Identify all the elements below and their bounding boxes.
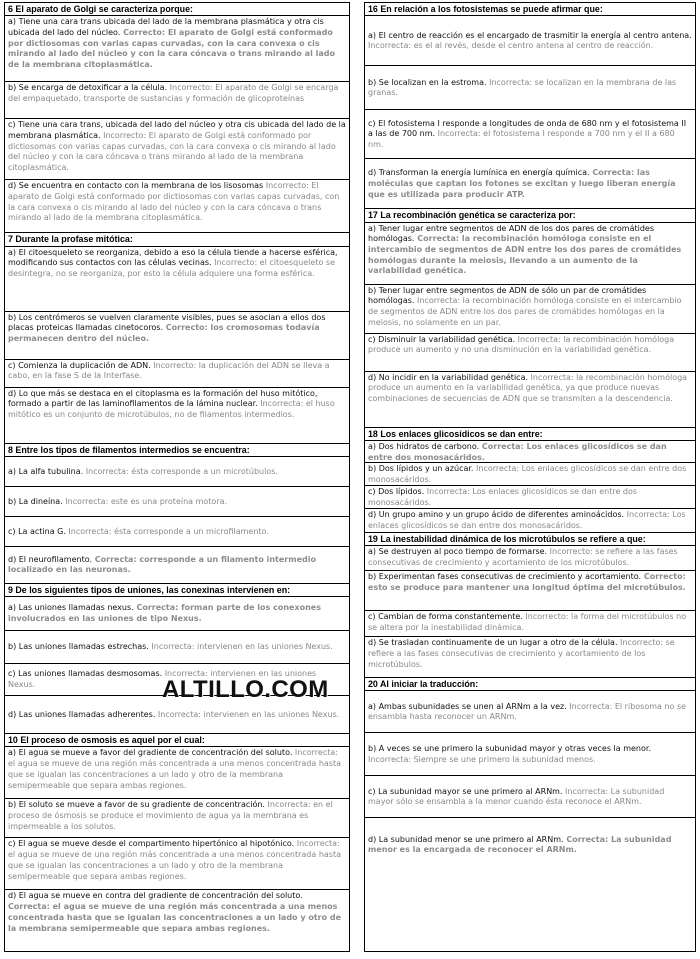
- answer-text: [8, 603, 346, 624]
- answer-text: [368, 572, 692, 593]
- option-statement: c) La actina G.: [8, 526, 66, 536]
- correct-feedback: Correcto: El aparato de Golgi está conformado por dictiosomas con varias capas curvadas, con la cara convexa o cis mirando al lado del núcleo y con la cara cóncava o trans mirando al lado de la membrana citoplasmática.: [8, 28, 335, 70]
- answer-option: [5, 799, 349, 838]
- option-statement: d) Un grupo amino y un grupo ácido de diferentes aminoácidos.: [368, 509, 625, 519]
- correct-feedback: Correcta: el agua se mueve de una región más concentrada a una menos concentrada hasta que se igualan las concentraciones a un lado y otro de la membrana semipermeable que separa ambas regiones.: [8, 902, 342, 933]
- question-title: 17 La recombinación genética se caracteriza por:: [365, 208, 695, 222]
- answer-text: [368, 335, 692, 356]
- incorrect-feedback: Incorrecta: en el proceso de ósmosis se produce el movimiento de agua ya la membrana es impermeable a los solutos.: [8, 800, 333, 831]
- answer-text: [368, 464, 692, 485]
- option-statement: d) El neurofilamento.: [8, 554, 93, 564]
- answer-option: [5, 487, 349, 517]
- altillo-watermark: ALTILLO.COM: [162, 676, 329, 703]
- option-statement: d) No incidir en la variabilidad genética.: [368, 372, 529, 382]
- incorrect-feedback: Incorrecta: ésta corresponde a un microtúbulos.: [83, 466, 278, 476]
- answer-text: [368, 510, 692, 531]
- question-title: 16 En relación a los fotosistemas se puede afirmar que:: [365, 3, 695, 16]
- answer-text: [368, 638, 692, 670]
- incorrect-feedback: Incorrecto: se refiere a las fases consecutivas de crecimiento y acortamiento de los microtúbulos.: [368, 638, 675, 669]
- answer-option: [5, 388, 349, 443]
- answer-option: [365, 66, 695, 110]
- incorrect-feedback: Incorrecto: El aparato de Golgi está conformado por dictiosomas con varias capas curvadas, con la cara convexa o cis mirando al lado del núcleo y con la cara cóncava o trans mirando al lado de la membrana citoplasmática.: [8, 131, 336, 173]
- option-statement: d) Se encuentra en contacto con la membrana de los lisosomas: [8, 181, 264, 191]
- option-statement: a) Ambas subunidades se unen al ARNm a la vez.: [368, 701, 567, 711]
- answer-text: [8, 527, 346, 538]
- option-statement: a) El agua se mueve a favor del gradiente de concentración del soluto.: [8, 748, 293, 758]
- incorrect-feedback: Incorrecto: la forma del microtúbulos no se altera por la inestabilidad dinámica.: [368, 612, 687, 632]
- answer-option: [365, 546, 695, 571]
- option-statement: d) El agua se mueve en contra del gradiente de concentración del soluto.: [8, 891, 303, 901]
- answer-option: [5, 119, 349, 180]
- incorrect-feedback: Incorrecta: el fotosistema I responde a 700 nm y el II a 680 nm.: [368, 129, 675, 150]
- question-block: [365, 427, 695, 532]
- answer-text: [8, 839, 346, 882]
- answer-option: [365, 691, 695, 733]
- answer-option: [5, 517, 349, 547]
- option-statement: b) La dineína.: [8, 496, 63, 506]
- option-statement: a) La alfa tubulina.: [8, 466, 84, 476]
- answer-option: [365, 441, 695, 463]
- question-block: [5, 443, 349, 583]
- answer-text: [368, 168, 692, 200]
- answer-text: [8, 891, 346, 934]
- answer-option: [365, 223, 695, 285]
- answer-option: [365, 571, 695, 611]
- incorrect-feedback: Incorrecta: intervienen en las uniones Nexus.: [155, 709, 340, 719]
- option-statement: c) El agua se mueve desde el compartimento hipertónico al hipotónico.: [8, 839, 295, 849]
- answer-option: [365, 509, 695, 532]
- answer-text: [368, 373, 692, 405]
- question-block: [5, 232, 349, 442]
- answer-text: [8, 642, 346, 653]
- option-statement: c) El fotosistema I responde a longitudes de onda de 680 nm y el fotosistema II a las de 700 nm.: [368, 118, 687, 139]
- incorrect-feedback: Incorrecta: La subunidad mayor sólo se ensambla a la menor cuando ésta reconoce el ARNm.: [368, 786, 665, 807]
- answer-text: [8, 313, 346, 345]
- correct-feedback: Correcta: corresponde a un filamento intermedio localizado en las neuronas.: [8, 554, 316, 575]
- answer-option: [365, 159, 695, 208]
- answer-option: [365, 818, 695, 871]
- answer-option: [5, 631, 349, 664]
- answer-text: [368, 31, 692, 52]
- answer-option: [5, 16, 349, 82]
- answer-option: [5, 547, 349, 583]
- option-statement: a) Se destruyen al poco tiempo de formarse.: [368, 547, 548, 557]
- answer-option: [365, 16, 695, 66]
- answer-text: [368, 78, 692, 99]
- answer-text: [8, 800, 346, 832]
- answer-text: [368, 835, 692, 856]
- answer-text: [8, 555, 346, 576]
- incorrect-feedback: Incorrecta: Los enlaces glicosídicos se dan entre dos monosacáridos.: [368, 509, 686, 530]
- answer-option: [5, 747, 349, 799]
- question-title: 8 Entre los tipos de filamentos intermedios se encuentra:: [5, 443, 349, 457]
- question-title: 7 Durante la profase mitótica:: [5, 232, 349, 246]
- answer-text: [8, 389, 346, 421]
- answer-text: [368, 787, 692, 808]
- incorrect-feedback: Incorrecta: Los enlaces glicosídicos se dan entre dos monosacáridos.: [368, 486, 638, 507]
- answer-text: [8, 248, 346, 280]
- option-statement: a) El citoesqueleto se reorganiza, debido a eso la célula tiende a hacerse esférica, modificando sus contactos con las células vecinas.: [8, 247, 338, 268]
- answer-text: [8, 83, 346, 104]
- option-statement: d) Se trasladan continuamente de un lugar a otro de la célula.: [368, 638, 618, 648]
- incorrect-feedback: Incorrecta: el huso mitótico es un conjunto de microtúbulos, no de filamentos intermedios.: [8, 399, 335, 419]
- answer-option: [5, 597, 349, 631]
- incorrect-feedback: Incorrecta: el agua se mueve de una región más concentrada a una menos concentrada hasta que se igualan las concentraciones a un lado y otro de la membrana semipermeable que separa ambas regiones.: [8, 748, 341, 790]
- question-block: [365, 532, 695, 677]
- option-statement: b) Dos lípidos y un azúcar.: [368, 463, 474, 473]
- option-statement: a) Dos hidratos de carbono.: [368, 441, 480, 451]
- option-statement: d) Transforman la energía lumínica en energía química.: [368, 168, 590, 178]
- option-statement: b) Las uniones llamadas estrechas.: [8, 642, 149, 652]
- answer-option: [365, 110, 695, 159]
- option-statement: d) Las uniones llamadas adherentes.: [8, 709, 156, 719]
- incorrect-feedback: Incorrecta: Siempre se une primero la subunidad menos.: [368, 754, 596, 764]
- option-statement: b) Se localizan en la estroma.: [368, 77, 487, 87]
- incorrect-feedback: Incorrecto: el citoesqueleto se desintegra, no se reorganiza, por esto la célula adquiere una forma esférica.: [8, 258, 335, 278]
- incorrect-feedback: Incorrecta: la recombinación homóloga consiste en el intercambio de segmentos de ADN entre los dos pares de cromátides homólogas en la meiosis, no solamente en un par.: [368, 296, 682, 327]
- left-column: [4, 2, 350, 952]
- answer-option: [365, 334, 695, 372]
- incorrect-feedback: Incorrecto: El aparato de Golgi se encarga del empaquetado, transporte de sustancias y formación de glicoproteínas: [8, 83, 339, 103]
- option-statement: c) La subunidad mayor se une primero al ARNm.: [368, 786, 563, 796]
- option-statement: b) Se encarga de detoxificar a la célula.: [8, 83, 168, 93]
- answer-text: [368, 442, 692, 463]
- answer-text: [8, 361, 346, 382]
- answer-text: [368, 612, 692, 633]
- answer-text: [8, 497, 346, 508]
- incorrect-feedback: Incorrecta: intervienen en las uniones Nexus.: [148, 642, 333, 652]
- answer-text: [368, 286, 692, 329]
- question-title: 10 El proceso de osmosis es aquel por el cual:: [5, 733, 349, 747]
- incorrect-feedback: Incorrecto: se refiere a las fases consecutivas de crecimiento y acortamiento de los microtúbulos.: [368, 547, 678, 567]
- option-statement: a) El centro de reacción es el encargado de trasmitir la energía al centro antena.: [368, 30, 692, 40]
- incorrect-feedback: Incorrecta: la recombinación homóloga produce un aumento en la variabilidad genética, ya que produce nuevas combinaciones de secuencias de ADN que se transmiten a la descendencia.: [368, 372, 688, 403]
- question-title: 19 La inestabilidad dinámica de los microtúbulos se refiere a que:: [365, 532, 695, 546]
- correct-feedback: Correcta: las moléculas que captan los fotones se excitan y luego liberan energía que es utilizada para producir ATP.: [368, 168, 676, 199]
- question-block: [5, 733, 349, 954]
- answer-option: [5, 247, 349, 312]
- answer-option: [5, 838, 349, 890]
- answer-option: [365, 463, 695, 486]
- answer-option: [5, 180, 349, 232]
- answer-text: [368, 487, 692, 508]
- option-statement: c) Tiene una cara trans, ubicada del lado del núcleo y otra cis ubicada del lado de la membrana plasmática.: [8, 120, 346, 140]
- answer-text: [8, 710, 346, 721]
- answer-option: [365, 611, 695, 637]
- answer-option: [5, 360, 349, 388]
- incorrect-feedback: Incorrecta: este es una proteína motora.: [62, 496, 228, 506]
- answer-option: [5, 890, 349, 954]
- incorrect-feedback: Incorrecta: ésta corresponde a un microfilamento.: [65, 526, 269, 536]
- answer-option: [365, 285, 695, 334]
- option-statement: a) Tiene una cara trans ubicada del lado de la membrana plasmática y otra cis ubicada del lado del núcleo.: [8, 17, 324, 37]
- option-statement: b) Tener lugar entre segmentos de ADN de sólo un par de cromátides homólogas.: [368, 285, 647, 306]
- option-statement: a) Las uniones llamadas nexus.: [8, 603, 134, 613]
- question-block: [365, 208, 695, 426]
- correct-feedback: Correcto: esto se produce para mantener una longitud óptima del microtúbulos.: [368, 572, 686, 592]
- option-statement: c) Cambian de forma constantemente.: [368, 612, 523, 622]
- option-statement: c) Las uniones llamadas desmosomas.: [8, 669, 163, 679]
- option-statement: a) Tener lugar entre segmentos de ADN de los dos pares de cromátides homólogas.: [368, 223, 655, 244]
- answer-text: [368, 744, 692, 765]
- incorrect-feedback: Incorrecta: es el al revés, desde el centro antena al centro de reacción.: [368, 41, 654, 51]
- option-statement: b) Experimentan fases consecutivas de crecimiento y acortamiento.: [368, 572, 642, 582]
- incorrect-feedback: Incorrecta: se localizan en la membrana de las granas.: [368, 77, 677, 98]
- option-statement: c) Comienza la duplicación de ADN.: [8, 360, 151, 370]
- incorrect-feedback: Incorrecta: Los enlaces glicosídicos se dan entre dos monosacáridos.: [368, 463, 687, 484]
- option-statement: c) Dos lípidos.: [368, 486, 425, 496]
- question-block: [365, 677, 695, 871]
- incorrect-feedback: Incorrecto: El aparato de Golgi está conformado por dictiosomas con varias capas curvadas, con la cara convexa o cis mirando al lado del núcleo y con la cara cóncava o trans mirando al lado de la membrana citoplasmática.: [8, 181, 340, 223]
- incorrect-feedback: Incorrecto: la duplicación del ADN se lleva a cabo, en la fase S de la Interfase.: [8, 360, 330, 381]
- option-statement: b) Los centrómeros se vuelven claramente visibles, pues se asocian a ellos dos placas proteicas llamadas cinetocoros.: [8, 312, 326, 333]
- answer-option: [5, 312, 349, 360]
- answer-option: [365, 372, 695, 427]
- answer-option: [365, 637, 695, 677]
- incorrect-feedback: Incorrecta: El ribosoma no se ensambla hasta reconocer un ARNm.: [368, 701, 687, 722]
- answer-text: [368, 119, 692, 151]
- option-statement: c) Disminuir la variabilidad genética.: [368, 334, 516, 344]
- answer-text: [8, 748, 346, 791]
- question-title: 18 Los enlaces glicosídicos se dan entre:: [365, 427, 695, 441]
- option-statement: b) El soluto se mueve a favor de su gradiente de concentración.: [8, 800, 265, 810]
- correct-feedback: Correcta: la recombinación homóloga consiste en el intercambio de segmentos de ADN entre los dos pares de cromátides homólogas durante la meiosis, llevando a un aumento de la variabilidad genética.: [368, 234, 682, 276]
- right-column: [364, 2, 696, 952]
- question-title: 6 El aparato de Golgi se caracteriza porque:: [5, 3, 349, 16]
- question-block: [5, 583, 349, 733]
- answer-option: [365, 733, 695, 776]
- answer-text: [368, 547, 692, 568]
- correct-feedback: Correcta: La subunidad menor es la encargada de reconocer el ARNm.: [368, 834, 672, 855]
- option-statement: d) La subunidad menor se une primero al ARNm.: [368, 834, 564, 844]
- question-title: 9 De los siguientes tipos de uniones, las conexinas intervienen en:: [5, 583, 349, 597]
- question-block: [365, 3, 695, 208]
- correct-feedback: Correcta: Los enlaces glicosídicos se dan entre dos monosacáridos.: [368, 441, 667, 462]
- answer-text: [368, 702, 692, 723]
- answer-text: [368, 224, 692, 278]
- answer-text: [8, 467, 346, 478]
- answer-option: [365, 486, 695, 509]
- answer-option: [5, 82, 349, 119]
- answer-text: [8, 120, 346, 174]
- answer-option: [5, 457, 349, 487]
- option-statement: b) A veces se une primero la subunidad mayor y otras veces la menor.: [368, 744, 651, 754]
- answer-text: [8, 181, 346, 224]
- incorrect-feedback: Incorrecta: intervienen en las uniones Nexus.: [8, 669, 317, 690]
- option-statement: d) Lo que más se destaca en el citoplasma es la formación del huso mitótico, formado a partir de las laminofilamentos de la lámina nuclear.: [8, 388, 318, 409]
- incorrect-feedback: Incorrecta: el agua se mueve de una región más concentrada a una menos concentrada hasta que se igualan las concentraciones a un lado y otro de la membrana semipermeable que separa ambas regiones.: [8, 839, 341, 881]
- correct-feedback: Correcta: forman parte de los conexones involucrados en las uniones de tipo Nexus.: [8, 603, 321, 624]
- answer-text: [8, 17, 346, 71]
- question-block: [5, 3, 349, 232]
- incorrect-feedback: Incorrecta: la recombinación homóloga produce un aumento y no una disminución en la variabilidad genética.: [368, 334, 675, 355]
- answer-option: [365, 776, 695, 818]
- question-title: 20 Al iniciar la traducción:: [365, 677, 695, 691]
- correct-feedback: Correcto: los cromosomas todavía permanecen dentro del núcleo.: [8, 323, 320, 343]
